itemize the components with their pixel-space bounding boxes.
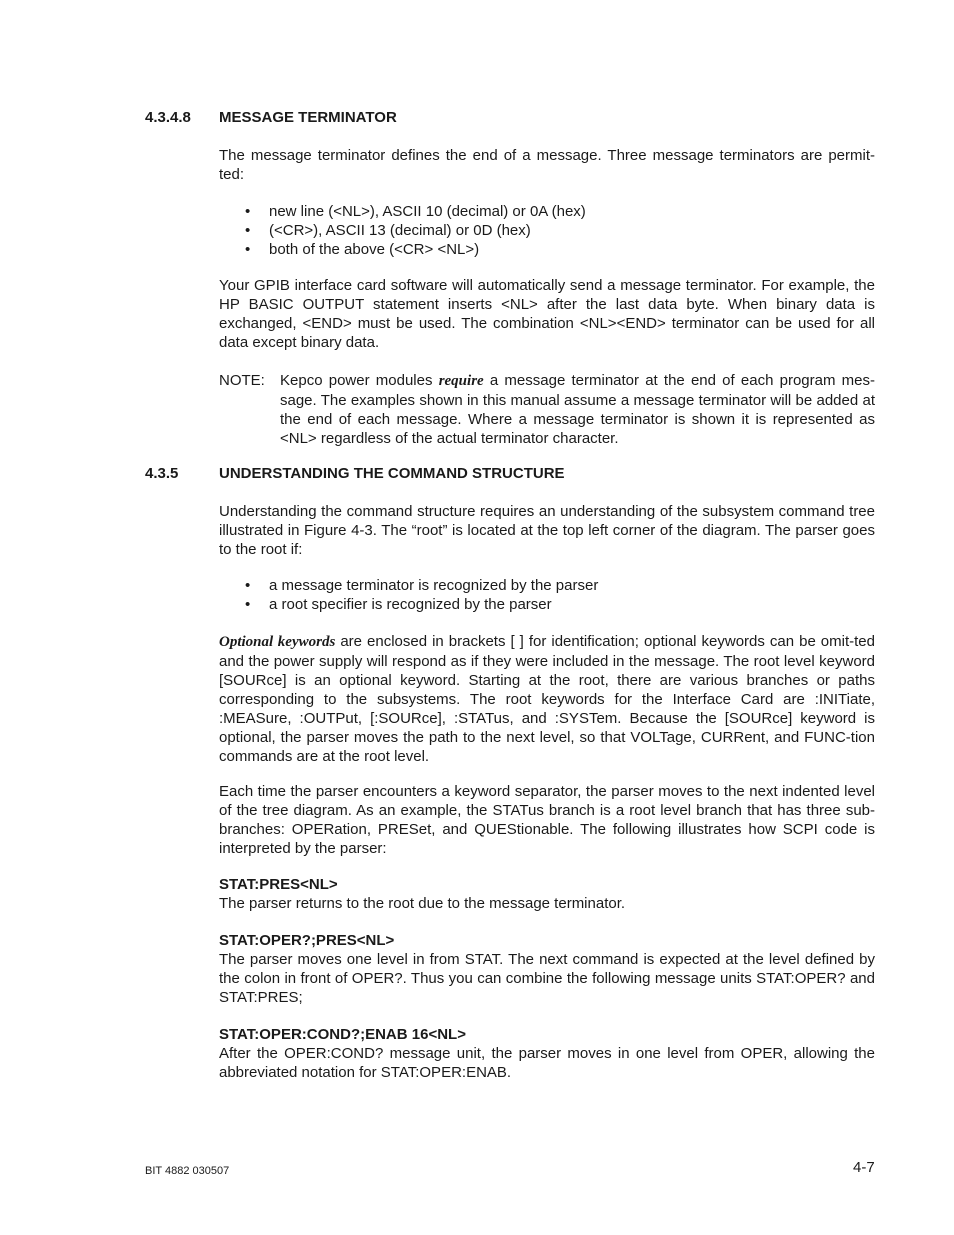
paragraph: Understanding the command structure requires an understanding of the subsystem command tree illustrated in Figure 4-3. The “root” is located at the top left corner of the diagram. The parser goes to the root if: — [219, 503, 875, 558]
paragraph: Optional keywords are enclosed in brackets [ ] for identification; optional keywords can be omit-ted and the power supply will respond as if they were included in the message. The root level keyword [SOURce] is an optional keyword. Starting at the root, there are various branches or paths corresponding to the subsystems. The root keywords for the Interface Card are :INITiate, :MEASure, :OUTPut, [:SOURce], :STATus, and :SYSTem. Because the [SOURce] keyword is optional, the parser moves the path to the next level, so that VOLTage, CURRent, and FUNC-tion commands are at the root level. — [219, 633, 875, 765]
section-title: UNDERSTANDING THE COMMAND STRUCTURE — [219, 465, 565, 482]
note-body: Kepco power modules require a message terminator at the end of each program mes-sage. The examples shown in this manual assume a message terminator will be added at the end of each message. Where a message terminator is shown it is represented as <NL> regardless of the actual terminator character. — [280, 372, 875, 447]
list-item: • new line (<NL>), ASCII 10 (decimal) or 0A (hex) — [245, 203, 586, 220]
list-item: • (<CR>), ASCII 13 (decimal) or 0D (hex) — [245, 222, 531, 239]
paragraph: Your GPIB interface card software will automatically send a message terminator. For example, the HP BASIC OUTPUT statement inserts <NL> after the last data byte. When binary data is exchanged, <END> must be used. The combination <NL><END> terminator can be used for all data except binary data. — [219, 277, 875, 351]
code-example: STAT:OPER:COND?;ENAB 16<NL> — [219, 1026, 466, 1043]
section-title: MESSAGE TERMINATOR — [219, 109, 397, 126]
section-number: 4.3.4.8 — [145, 109, 191, 126]
emphasis: require — [438, 373, 484, 389]
code-example: STAT:PRES<NL> — [219, 876, 338, 893]
list-item: • a message terminator is recognized by the parser — [245, 577, 599, 594]
bullet-list — [245, 202, 865, 259]
code-explanation: After the OPER:COND? message unit, the parser moves in one level from OPER, allowing the abbreviated notation for STAT:OPER:ENAB. — [219, 1045, 875, 1081]
code-explanation: The parser moves one level in from STAT. The next command is expected at the level defined by the colon in front of OPER?. Thus you can combine the following message units STAT:OPER? and STAT:PRES; — [219, 951, 875, 1006]
list-item: • both of the above (<CR> <NL>) — [245, 241, 480, 258]
note-label: NOTE: — [219, 372, 265, 389]
paragraph: The message terminator defines the end of a message. Three message terminators are permit-ted: — [219, 147, 875, 183]
section-number: 4.3.5 — [145, 465, 179, 482]
bullet-list — [245, 576, 865, 614]
code-explanation: The parser returns to the root due to the message terminator. — [219, 895, 626, 912]
document-id: BIT 4882 030507 — [145, 1165, 230, 1177]
emphasis: Optional keywords — [219, 634, 336, 650]
page-number: 4-7 — [853, 1159, 875, 1176]
list-item: • a root specifier is recognized by the parser — [245, 596, 552, 613]
paragraph: Each time the parser encounters a keyword separator, the parser moves to the next indented level of the tree diagram. As an example, the STATus branch is a root level branch that has three sub-branches: OPERation, PRESet, and QUEStionable. The following illustrates how SCPI code is interpreted by the parser: — [219, 783, 875, 857]
code-example: STAT:OPER?;PRES<NL> — [219, 932, 395, 949]
